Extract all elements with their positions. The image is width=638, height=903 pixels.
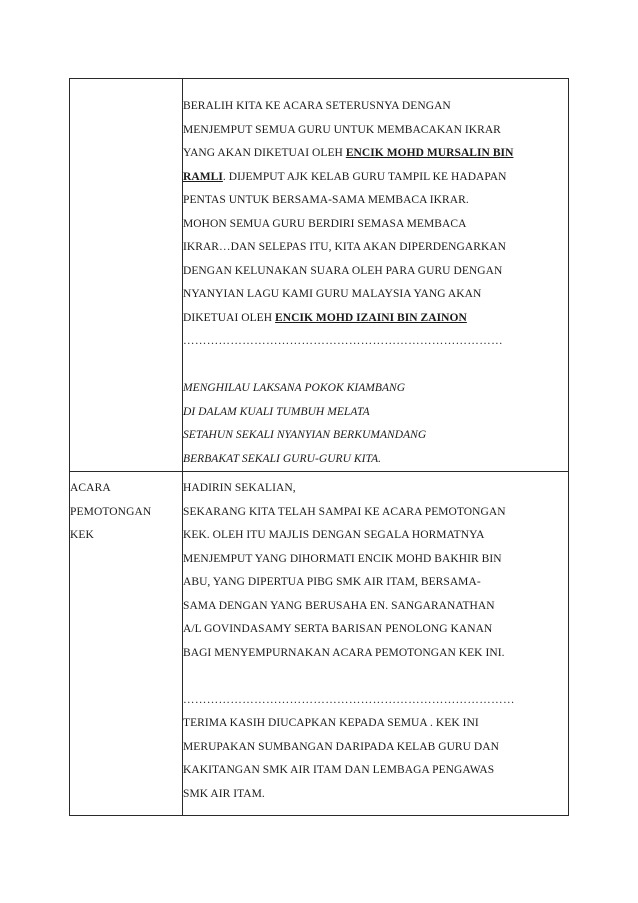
script-line bbox=[183, 642, 568, 666]
section-content-cell bbox=[183, 472, 569, 816]
script-line bbox=[183, 189, 568, 213]
script-line bbox=[183, 759, 568, 783]
script-line bbox=[183, 618, 568, 642]
line-text: IKRAR…DAN SELEPAS ITU, KITA AKAN DIPERDENGARKAN bbox=[183, 241, 507, 253]
section-label-line: ACARA bbox=[70, 482, 111, 494]
script-line bbox=[183, 524, 568, 548]
script-line bbox=[183, 548, 568, 572]
blank-line bbox=[183, 354, 568, 378]
table-row bbox=[70, 472, 569, 816]
line-text: SETAHUN SEKALI NYANYIAN BERKUMANDANG bbox=[183, 429, 427, 441]
section-content-cell bbox=[183, 79, 569, 472]
line-text: SEKARANG KITA TELAH SAMPAI KE ACARA PEMOTONGAN bbox=[183, 505, 506, 518]
line-text: ABU, YANG DIPERTUA PIBG SMK AIR ITAM, BERSAMA- bbox=[183, 576, 481, 588]
section-label-line: KEK bbox=[70, 529, 94, 541]
emphasized-name: RAMLI bbox=[183, 170, 223, 183]
line-text: TERIMA KASIH DIUCAPKAN KEPADA SEMUA . KEK INI bbox=[183, 717, 479, 729]
line-text: MENGHILAU LAKSANA POKOK KIAMBANG bbox=[183, 382, 406, 394]
section-label-cell bbox=[70, 79, 183, 472]
emphasized-name: ENCIK MOHD MURSALIN BIN bbox=[345, 147, 514, 159]
line-text: KEK. OLEH ITU MAJLIS DENGAN SEGALA HORMATNYA bbox=[183, 529, 485, 541]
line-text: DIKETUAI OLEH bbox=[183, 311, 276, 324]
line-text: DI DALAM KUALI TUMBUH MELATA bbox=[183, 405, 370, 418]
line-text: BERBAKAT SEKALI GURU-GURU KITA. bbox=[183, 452, 382, 465]
line-text: YANG AKAN DIKETUAI OLEH bbox=[183, 147, 346, 159]
line-text: BAGI MENYEMPURNAKAN ACARA PEMOTONGAN KEK INI. bbox=[183, 646, 505, 659]
line-text: MERUPAKAN SUMBANGAN DARIPADA KELAB GURU DAN bbox=[183, 740, 499, 753]
script-line bbox=[183, 119, 568, 143]
line-text: SMK AIR ITAM. bbox=[183, 787, 265, 800]
emphasized-name: ENCIK MOHD IZAINI BIN ZAINON bbox=[275, 311, 467, 324]
script-line bbox=[183, 783, 568, 807]
poem-line bbox=[183, 377, 568, 401]
line-text: KAKITANGAN SMK AIR ITAM DAN LEMBAGA PENGAWAS bbox=[183, 764, 495, 776]
line-text: HADIRIN SEKALIAN, bbox=[183, 482, 296, 494]
section-label-cell bbox=[70, 472, 183, 816]
script-line bbox=[183, 712, 568, 736]
poem-line bbox=[183, 401, 568, 425]
script-line bbox=[183, 595, 568, 619]
line-text: BERALIH KITA KE ACARA SETERUSNYA DENGAN bbox=[183, 100, 451, 112]
script-line bbox=[183, 260, 568, 284]
blank-line bbox=[183, 665, 568, 689]
script-line bbox=[183, 95, 568, 119]
script-line bbox=[183, 236, 568, 260]
line-text: MENJEMPUT SEMUA GURU UNTUK MEMBACAKAN IKRAR bbox=[183, 123, 501, 136]
program-script-table bbox=[69, 78, 569, 816]
script-line bbox=[183, 477, 568, 501]
poem-line bbox=[183, 424, 568, 448]
section-label-line: PEMOTONGAN bbox=[70, 505, 152, 518]
script-line bbox=[183, 166, 568, 190]
script-line bbox=[183, 283, 568, 307]
dotted-separator: ……………………………………………………………………… bbox=[183, 335, 503, 347]
line-text: DENGAN KELUNAKAN SUARA OLEH PARA GURU DENGAN bbox=[183, 264, 503, 277]
line-text: NYANYIAN LAGU KAMI GURU MALAYSIA YANG AKAN bbox=[183, 288, 482, 300]
dotted-separator: ………………………………………………………………………… bbox=[183, 693, 515, 706]
line-text: . DIJEMPUT AJK KELAB GURU TAMPIL KE HADAPAN bbox=[222, 170, 507, 183]
script-line bbox=[183, 571, 568, 595]
line-text: PENTAS UNTUK BERSAMA-SAMA MEMBACA IKRAR. bbox=[183, 194, 469, 206]
script-line bbox=[183, 736, 568, 760]
script-line bbox=[183, 307, 568, 331]
line-text: SAMA DENGAN YANG BERUSAHA EN. SANGARANATHAN bbox=[183, 599, 495, 612]
script-line bbox=[183, 142, 568, 166]
script-line bbox=[183, 213, 568, 237]
poem-line bbox=[183, 448, 568, 472]
line-text: MOHON SEMUA GURU BERDIRI SEMASA MEMBACA bbox=[183, 217, 467, 230]
script-line bbox=[183, 501, 568, 525]
line-text: A/L GOVINDASAMY SERTA BARISAN PENOLONG KANAN bbox=[183, 623, 493, 635]
table-row bbox=[70, 79, 569, 472]
line-text: MENJEMPUT YANG DIHORMATI ENCIK MOHD BAKHIR BIN bbox=[183, 552, 502, 565]
